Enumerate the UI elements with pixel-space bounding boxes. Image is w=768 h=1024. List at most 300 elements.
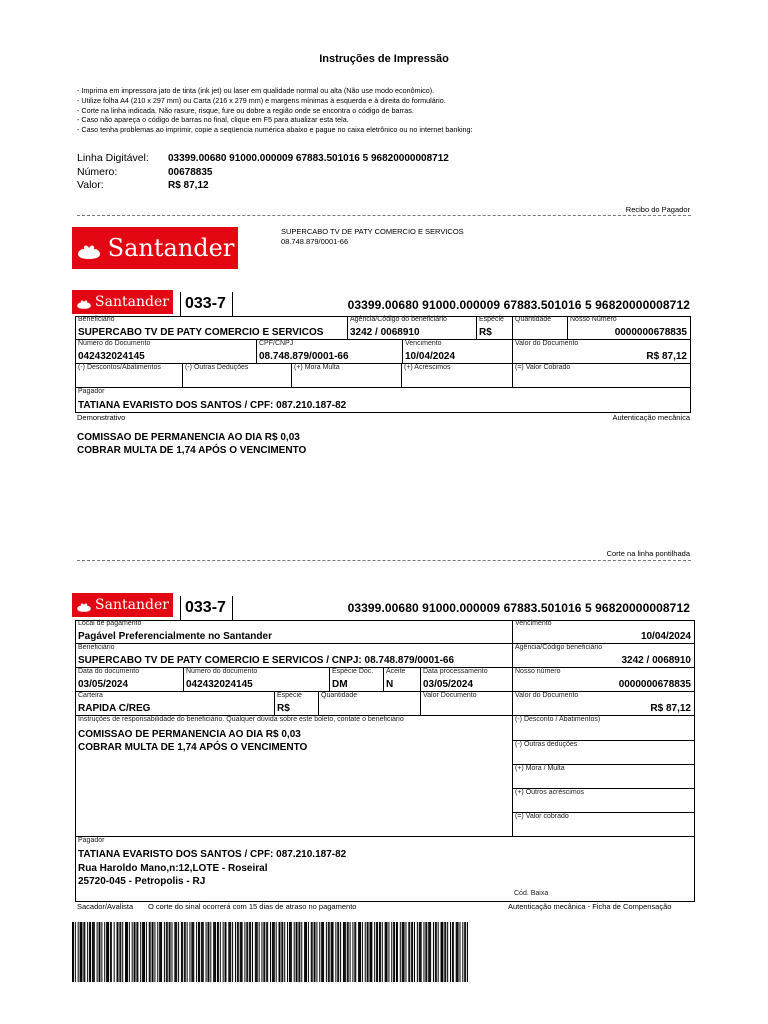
field-label: Beneficiário [78, 316, 115, 323]
barcode-bar [331, 922, 332, 982]
barcode-bar [462, 922, 463, 982]
barcode-bar [343, 922, 344, 982]
barcode-bar [175, 922, 176, 982]
field-label: (-) Outras deduções [515, 741, 578, 748]
quantidade-cell [318, 692, 420, 716]
barcode-bar [208, 922, 209, 982]
especie-value: R$ [277, 703, 290, 714]
barcode-bar [436, 922, 437, 982]
outras-deducoes-cell [512, 741, 695, 765]
local-pagamento-cell [75, 620, 512, 644]
valor-documento-cell [512, 340, 691, 364]
barcode-bar [457, 922, 458, 982]
data-documento-value: 03/05/2024 [78, 679, 129, 690]
barcode-bar [111, 922, 112, 982]
barcode-bar [305, 922, 306, 982]
barcode-bar [326, 922, 327, 982]
barcode-bar [314, 922, 315, 982]
pagador-cell [75, 837, 695, 902]
field-label: Beneficiário [78, 644, 115, 651]
barcode-bar [167, 922, 168, 982]
barcode-bar [386, 922, 387, 982]
barcode-bar [291, 922, 292, 982]
santander-logo-small [72, 593, 173, 617]
demo-line: COMISSAO DE PERMANENCIA AO DIA R$ 0,03 [77, 432, 300, 443]
barcode-bar [166, 922, 167, 982]
barcode-bar [304, 922, 305, 982]
barcode-bar [149, 922, 150, 982]
especie-doc-cell [329, 668, 383, 692]
barcode-bar [438, 922, 439, 982]
barcode-bar [404, 922, 405, 982]
barcode-bar [365, 922, 366, 982]
field-label: (=) Valor cobrado [515, 813, 569, 820]
barcode-bar [337, 922, 338, 982]
barcode-bar [83, 922, 84, 982]
barcode-bar [266, 922, 267, 982]
instructions-title: Instruções de Impressão [319, 53, 449, 65]
barcode-bar [328, 922, 329, 982]
field-label: Local de pagamento [78, 620, 142, 627]
field-label: Número do Documento [78, 340, 151, 347]
barcode-bar [87, 922, 88, 982]
barcode-bar [182, 922, 183, 982]
barcode-bar [368, 922, 369, 982]
barcode-bar [89, 922, 90, 982]
data-processamento-cell [420, 668, 512, 692]
barcode-bar [134, 922, 135, 982]
field-label: Quantidade [515, 316, 552, 323]
barcode-bar [110, 922, 111, 982]
barcode-bar [255, 922, 256, 982]
instruction-line: - Corte na linha indicada. Não rasure, risque, fure ou dobre a região onde se encontra o código de barras. [77, 105, 414, 115]
barcode-bar [467, 922, 468, 982]
nosso-numero-cell [512, 668, 695, 692]
barcode-bar [338, 922, 339, 982]
barcode-bar [169, 922, 170, 982]
barcode-bar [281, 922, 282, 982]
barcode-bar [442, 922, 443, 982]
barcode-bar [358, 922, 359, 982]
barcode-bar [242, 922, 243, 982]
barcode-bar [237, 922, 238, 982]
barcode-bar [117, 922, 118, 982]
barcode-bar [72, 922, 73, 982]
numero-documento-cell [183, 668, 329, 692]
barcode-bar [282, 922, 283, 982]
bank-name: Santander [95, 597, 169, 613]
barcode-bar [240, 922, 241, 982]
beneficiario-value: SUPERCABO TV DE PATY COMERCIO E SERVICOS / CNPJ: 08.748.879/0001-66 [78, 655, 455, 666]
barcode-bar [93, 922, 94, 982]
barcode-bar [465, 922, 466, 982]
barcode-bar [229, 922, 230, 982]
barcode-bar [78, 922, 79, 982]
barcode-bar [261, 922, 262, 982]
instr-line: COMISSAO DE PERMANENCIA AO DIA R$ 0,03 [78, 729, 301, 740]
cut-line [77, 215, 691, 216]
barcode-bar [405, 922, 406, 982]
barcode-bar [174, 922, 175, 982]
barcode-bar [210, 922, 211, 982]
barcode-bar [312, 922, 313, 982]
beneficiario-value: SUPERCABO TV DE PATY COMERCIO E SERVICOS [78, 327, 324, 338]
barcode-bar [153, 922, 154, 982]
barcode-bar [393, 922, 394, 982]
barcode-bar [193, 922, 194, 982]
barcode-bar [425, 922, 426, 982]
barcode-bar [297, 922, 298, 982]
barcode-bar [136, 922, 137, 982]
digitable-line[interactable]: 03399.00680 91000.000009 67883.501016 5 96820000008712 [347, 298, 690, 312]
barcode-bar [235, 922, 236, 982]
barcode-bar [80, 922, 81, 982]
barcode-bar [332, 922, 333, 982]
barcode-bar [159, 922, 160, 982]
barcode-bar [213, 922, 214, 982]
barcode-bar [171, 922, 172, 982]
barcode-bar [198, 922, 199, 982]
barcode-bar [259, 922, 260, 982]
header-company [281, 227, 464, 247]
barcode-bar [99, 922, 100, 982]
barcode-bar [408, 922, 409, 982]
barcode-bar [417, 922, 418, 982]
field-label: Data processamento [423, 668, 488, 675]
barcode-bar [154, 922, 155, 982]
barcode-bar [106, 922, 107, 982]
barcode-bar [257, 922, 258, 982]
barcode-bar [107, 922, 108, 982]
barcode-bar [184, 922, 185, 982]
barcode-bar [206, 922, 207, 982]
payment-summary [77, 152, 449, 193]
field-label: Espécie [479, 316, 504, 323]
field-label: (-) Desconto / Abatimentos) [515, 716, 601, 723]
barcode-bar [264, 922, 265, 982]
barcode-bar [354, 922, 355, 982]
barcode-bar [126, 922, 127, 982]
instructions-list [77, 86, 473, 135]
flame-icon [76, 235, 102, 261]
bank-code: 033-7 [185, 295, 226, 312]
barcode-bar [150, 922, 151, 982]
barcode-bar [170, 922, 171, 982]
barcode-bar [371, 922, 372, 982]
barcode-bar [306, 922, 307, 982]
barcode-bar [419, 922, 420, 982]
barcode-bar [90, 922, 91, 982]
barcode-bar [146, 922, 147, 982]
barcode-bar [444, 922, 445, 982]
barcode-bar [348, 922, 349, 982]
field-label: Espécie Doc. [332, 668, 374, 675]
nosso-numero-cell [567, 316, 691, 340]
barcode-bar [220, 922, 221, 982]
barcode-bar [142, 922, 143, 982]
barcode-bar [453, 922, 454, 982]
especie-value: R$ [479, 327, 492, 338]
vencimento-value: 10/04/2024 [405, 351, 456, 362]
barcode-bar [350, 922, 351, 982]
pagador-value [78, 848, 346, 889]
barcode-bar [73, 922, 74, 982]
barcode-bar [120, 922, 121, 982]
barcode-bar [311, 922, 312, 982]
barcode-bar [97, 922, 98, 982]
santander-logo-small [72, 290, 173, 314]
barcode-bar [287, 922, 288, 982]
barcode-bar [99, 922, 100, 982]
barcode-bar [161, 922, 162, 982]
barcode-bar [272, 922, 273, 982]
barcode-bar [329, 922, 330, 982]
barcode-bar [308, 922, 309, 982]
nosso-numero-value: 0000000678835 [618, 679, 691, 690]
valor-cobrado-cell [512, 364, 691, 388]
barcode-bar [225, 922, 226, 982]
barcode-bar [414, 922, 415, 982]
barcode-bar [391, 922, 392, 982]
barcode-bar [152, 922, 153, 982]
field-label: (+) Acréscimos [404, 364, 451, 371]
recibo-label: Recibo do Pagador [625, 205, 690, 214]
barcode-bar [185, 922, 186, 982]
barcode-bar [355, 922, 356, 982]
aceite-value: N [386, 679, 394, 690]
barcode-bar [223, 922, 224, 982]
barcode-bar [421, 922, 422, 982]
barcode-bar [104, 922, 105, 982]
divider [232, 596, 233, 620]
digitable-line[interactable]: 03399.00680 91000.000009 67883.501016 5 96820000008712 [347, 601, 690, 615]
company-name: SUPERCABO TV DE PATY COMERCIO E SERVICOS [281, 227, 464, 236]
descontos-cell [75, 364, 182, 388]
barcode-bar [294, 922, 295, 982]
barcode-bar [447, 922, 448, 982]
outros-acrescimos-cell [512, 789, 695, 813]
barcode-bar [359, 922, 360, 982]
barcode-bar [445, 922, 446, 982]
barcode-bar [215, 922, 216, 982]
numero-value: 00678835 [168, 166, 213, 178]
barcode-bar [426, 922, 427, 982]
sacador-label: Sacador/Avalista [77, 902, 134, 911]
barcode-bar [217, 922, 218, 982]
barcode-bar [402, 922, 403, 982]
barcode-bar [322, 922, 323, 982]
barcode-bar [441, 922, 442, 982]
beneficiario-cell [75, 644, 512, 668]
barcode-bar [296, 922, 297, 982]
barcode-bar [279, 922, 280, 982]
barcode-bar [160, 922, 161, 982]
barcode-bar [420, 922, 421, 982]
barcode-bar [238, 922, 239, 982]
divider [180, 596, 181, 620]
barcode-bar [333, 922, 334, 982]
field-label: Data do documento [78, 668, 140, 675]
field-label: Valor do Documento [515, 692, 579, 699]
barcode-bar [387, 922, 388, 982]
instrucoes-text [78, 728, 307, 754]
barcode-bar [122, 922, 123, 982]
pagador-line: Rua Haroldo Mano,n:12,LOTE - Roseiral [78, 862, 268, 874]
vencimento-cell [512, 620, 695, 644]
barcode-bar [396, 922, 397, 982]
ficha-compensacao-label: Autenticação mecânica - Ficha de Compensação [508, 902, 672, 911]
instruction-line: - Imprima em impressora jato de tinta (ink jet) ou laser em qualidade normal ou alta (Não use modo econômico). [77, 86, 435, 95]
barcode-bar [290, 922, 291, 982]
santander-logo-large [72, 227, 238, 269]
barcode-bar [429, 922, 430, 982]
barcode-bar [196, 922, 197, 982]
barcode-bar [400, 922, 401, 982]
bank-name: Santander [107, 234, 235, 262]
barcode-bar [394, 922, 395, 982]
barcode-bar [157, 922, 158, 982]
acrescimos-cell [401, 364, 512, 388]
barcode-bar [441, 922, 442, 982]
pagador-cell [75, 388, 691, 413]
agencia-cell [347, 316, 476, 340]
barcode-bar [144, 922, 145, 982]
flame-icon [76, 597, 92, 613]
mora-multa-cell [291, 364, 401, 388]
barcode-bar [246, 922, 247, 982]
barcode-bar [143, 922, 144, 982]
vencimento-value: 10/04/2024 [640, 631, 691, 642]
barcode-bar [435, 922, 436, 982]
field-label: CPF/CNPJ [259, 340, 294, 347]
barcode-bar [376, 922, 377, 982]
barcode-bar [181, 922, 182, 982]
barcode-bar [84, 922, 85, 982]
outras-deducoes-cell [182, 364, 291, 388]
barcode-bar [430, 922, 431, 982]
numero-documento-value: 042432024145 [186, 679, 253, 690]
barcode-bar [125, 922, 126, 982]
barcode-bar [409, 922, 410, 982]
demonstrativo-label: Demonstrativo [77, 413, 126, 422]
instrucoes-cell [75, 716, 512, 837]
barcode-bar [201, 922, 202, 982]
valor-label: Valor: [77, 179, 104, 191]
field-label: Vencimento [405, 340, 442, 347]
barcode-bar [119, 922, 120, 982]
linha-digitavel-value[interactable]: 03399.00680 91000.000009 67883.501016 5 96820000008712 [168, 153, 449, 164]
field-label: (+) Mora Multa [294, 364, 340, 371]
barcode-bar [377, 922, 378, 982]
barcode-bar [178, 922, 179, 982]
pagador-value: TATIANA EVARISTO DOS SANTOS / CPF: 087.210.187-82 [78, 400, 347, 411]
local-pagamento-value: Pagável Preferencialmente no Santander [78, 631, 272, 642]
barcode-bar [101, 922, 102, 982]
agencia-value: 3242 / 0068910 [621, 655, 691, 666]
autenticacao-label: Autenticação mecânica [612, 413, 690, 422]
corte-label: Corte na linha pontilhada [606, 549, 690, 558]
instruction-line: - Caso não apareça o código de barras no final, clique em F5 para atualizar esta tela. [77, 115, 349, 125]
barcode-bar [464, 922, 465, 982]
barcode-bar [230, 922, 231, 982]
barcode-bar [315, 922, 316, 982]
barcode-bar [108, 922, 109, 982]
barcode-bar [191, 922, 192, 982]
field-label: (-) Outras Deduções [185, 364, 249, 371]
field-label: Pagador [78, 837, 105, 844]
barcode-bar [345, 922, 346, 982]
barcode-bar [423, 922, 424, 982]
field-label: (=) Valor Cobrado [515, 364, 571, 371]
field-label: (+) Outros acréscimos [515, 789, 585, 796]
valor-cobrado-cell [512, 813, 695, 837]
valor-documento-value: R$ 87,12 [650, 703, 691, 714]
barcode-bar [352, 922, 353, 982]
beneficiario-cell [75, 316, 347, 340]
barcode-bar [192, 922, 193, 982]
agencia-value: 3242 / 0068910 [350, 327, 420, 338]
barcode-bar [456, 922, 457, 982]
instruction-line: - Caso tenha problemas ao imprimir, copie a seqüencia numérica abaixo e pague no caixa eletrônico ou no internet banking: [77, 125, 473, 135]
barcode-bar [388, 922, 389, 982]
barcode-bar [273, 922, 274, 982]
barcode-bar [203, 922, 204, 982]
field-label: Pagador [78, 388, 105, 395]
nosso-numero-value: 0000000678835 [614, 327, 687, 338]
flame-icon [76, 294, 92, 310]
barcode-bar [214, 922, 215, 982]
barcode-bar [367, 922, 368, 982]
barcode-bar [263, 922, 264, 982]
barcode-bar [362, 922, 363, 982]
barcode-bar [94, 922, 95, 982]
barcode-bar [81, 922, 82, 982]
barcode-bar [135, 922, 136, 982]
barcode-bar [369, 922, 370, 982]
bank-code: 033-7 [185, 599, 226, 616]
barcode-bar [274, 922, 275, 982]
barcode-bar [207, 922, 208, 982]
barcode-bar [397, 922, 398, 982]
barcode-bar [319, 922, 320, 982]
instr-line: COBRAR MULTA DE 1,74 APÓS O VENCIMENTO [78, 742, 308, 753]
field-label: Agência/Código do beneficiário [350, 316, 447, 323]
numero-documento-value: 042432024145 [78, 351, 145, 362]
barcode-bar [412, 922, 413, 982]
field-label: Instruções de responsabilidade do beneficiário. Qualquer dúvida sobre este boleto, contate o beneficiário [78, 716, 404, 723]
barcode-bar [340, 922, 341, 982]
valor-value: R$ 87,12 [168, 180, 209, 191]
data-documento-cell [75, 668, 183, 692]
data-processamento-value: 03/05/2024 [423, 679, 474, 690]
mora-multa-cell [512, 765, 695, 789]
barcode-bar [452, 922, 453, 982]
divider [180, 292, 181, 316]
barcode-bar [289, 922, 290, 982]
barcode-bar [403, 922, 404, 982]
barcode-bar [458, 922, 459, 982]
barcode-bar [267, 922, 268, 982]
barcode-bar [270, 922, 271, 982]
barcode-bar [117, 922, 118, 982]
barcode-bar [189, 922, 190, 982]
barcode-bar [225, 922, 226, 982]
linha-digitavel-label: Linha Digitável: [77, 152, 149, 164]
barcode-bar [450, 922, 451, 982]
barcode-bar [256, 922, 257, 982]
barcode-bar [247, 922, 248, 982]
instruction-line: - Utilize folha A4 (210 x 297 mm) ou Carta (216 x 279 mm) e margens mínimas à esquerda e à direita do formulário. [77, 95, 446, 105]
